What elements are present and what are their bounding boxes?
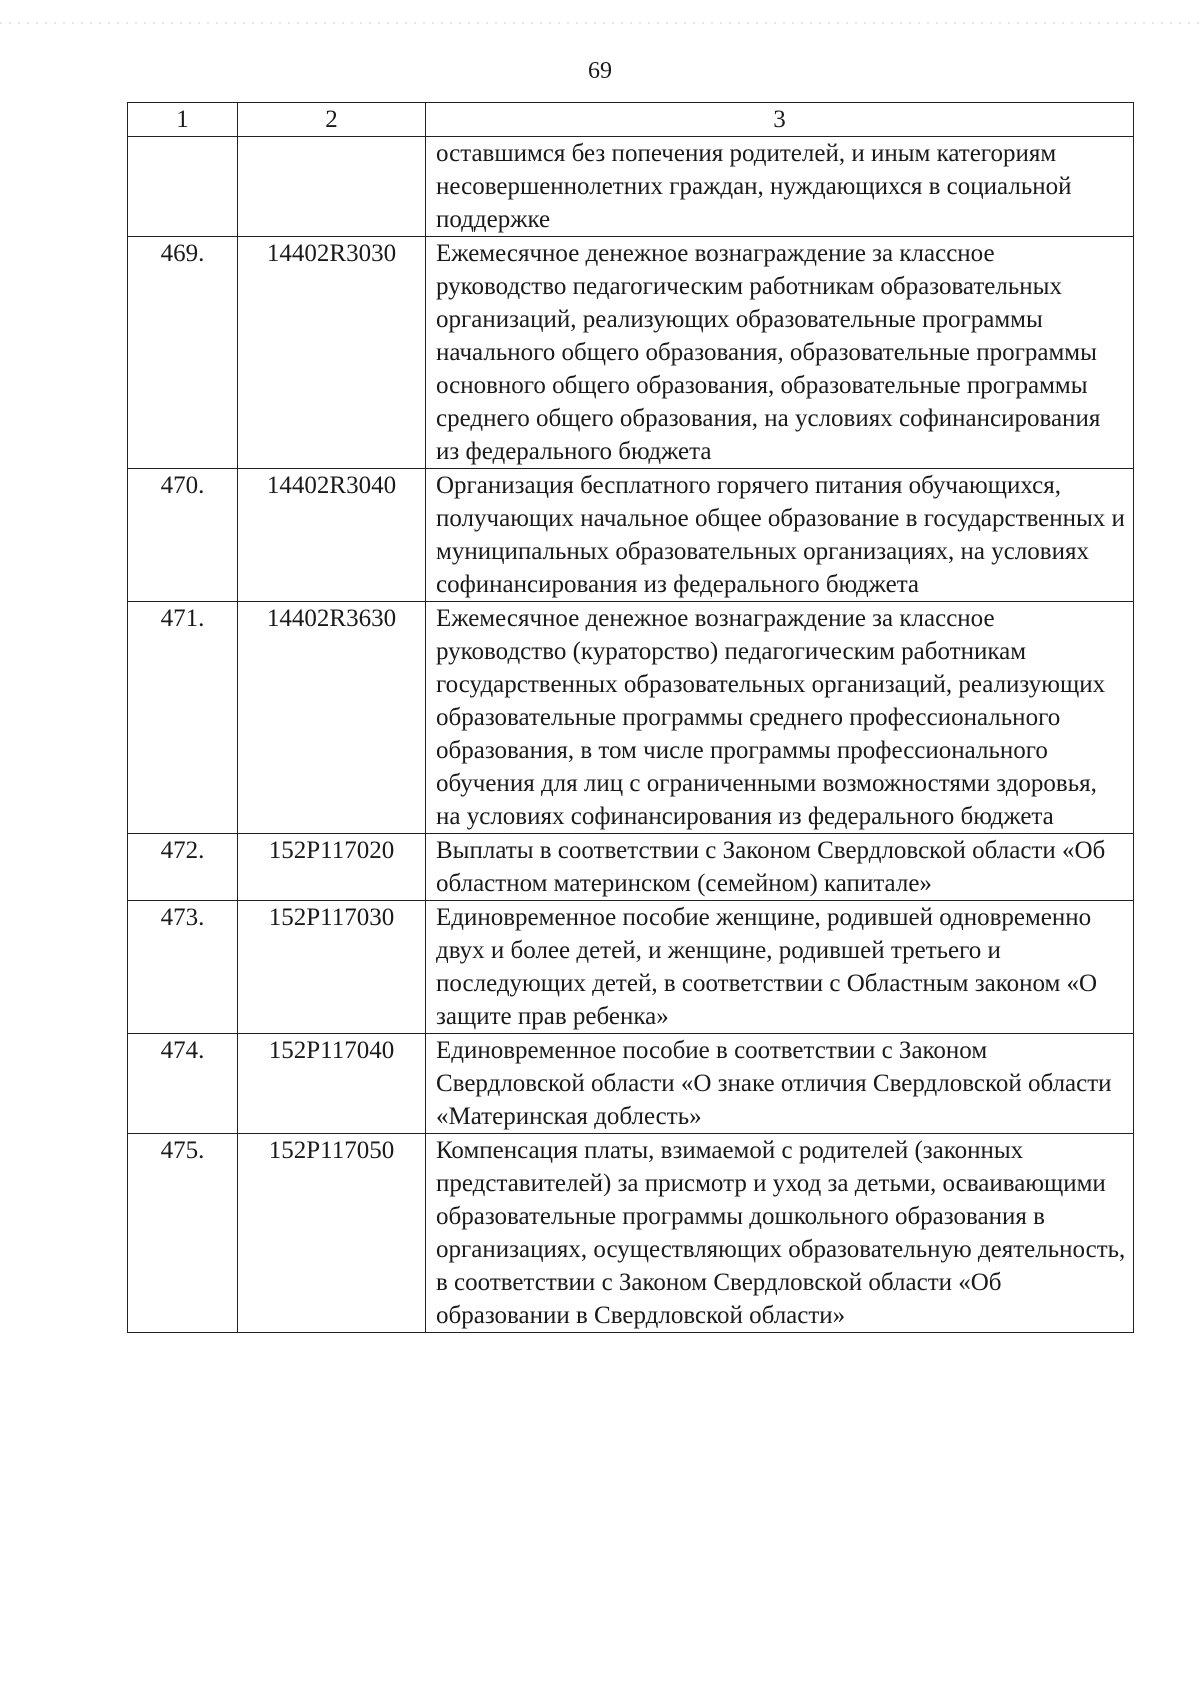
row-code: 14402R3630 (238, 602, 426, 834)
row-code (238, 137, 426, 237)
row-code: 152P117020 (238, 834, 426, 901)
column-header-2: 2 (238, 103, 426, 137)
row-description: Ежемесячное денежное вознаграждение за классное руководство педагогическим работникам образовательных организаций, реализующих образовательные программы начального общего образования, образовательные программы основного общего образования, образовательные программы среднего общего образования, на условиях софинансирования из федерального бюджета (426, 237, 1134, 469)
row-number: 473. (128, 901, 238, 1034)
column-header-1: 1 (128, 103, 238, 137)
table-row (128, 1134, 1134, 1333)
row-description: оставшимся без попечения родителей, и иным категориям несовершеннолетних граждан, нуждающихся в социальной поддержке (426, 137, 1134, 237)
row-description: Ежемесячное денежное вознаграждение за классное руководство (кураторство) педагогическим работникам государственных образовательных организаций, реализующих образовательные программы среднего профессионального образования, в том числе программы профессионального обучения для лиц с ограниченными возможностями здоровья, на условиях софинансирования из федерального бюджета (426, 602, 1134, 834)
row-description: Выплаты в соответствии с Законом Свердловской области «Об областном материнском (семейном) капитале» (426, 834, 1134, 901)
table-row (128, 237, 1134, 469)
table-header-row (128, 103, 1134, 137)
table-row (128, 901, 1134, 1034)
page-number: 69 (588, 58, 612, 84)
row-description: Компенсация платы, взимаемой с родителей (законных представителей) за присмотр и уход за детьми, осваивающими образовательные программы дошкольного образования в организациях, осуществляющих образовательную деятельность, в соответствии с Законом Свердловской области «Об образовании в Свердловской области» (426, 1134, 1134, 1333)
table-row (128, 602, 1134, 834)
row-description: Организация бесплатного горячего питания обучающихся, получающих начальное общее образование в государственных и муниципальных образовательных организациях, на условиях софинансирования из федерального бюджета (426, 469, 1134, 602)
row-description: Единовременное пособие женщине, родившей одновременно двух и более детей, и женщине, родившей третьего и последующих детей, в соответствии с Областным законом «О защите прав ребенка» (426, 901, 1134, 1034)
row-code: 14402R3030 (238, 237, 426, 469)
table-row (128, 1034, 1134, 1134)
row-number: 472. (128, 834, 238, 901)
row-number: 470. (128, 469, 238, 602)
row-number: 474. (128, 1034, 238, 1134)
column-header-3: 3 (426, 103, 1134, 137)
row-number: 471. (128, 602, 238, 834)
row-code: 152P117040 (238, 1034, 426, 1134)
row-code: 152P117030 (238, 901, 426, 1034)
row-number: 469. (128, 237, 238, 469)
row-number: 475. (128, 1134, 238, 1333)
table-row (128, 834, 1134, 901)
budget-classification-table (127, 102, 1134, 1333)
table-row (128, 137, 1134, 237)
row-code: 14402R3040 (238, 469, 426, 602)
row-description: Единовременное пособие в соответствии с Законом Свердловской области «О знаке отличия Свердловской области «Материнская доблесть» (426, 1034, 1134, 1134)
row-number (128, 137, 238, 237)
table-row (128, 469, 1134, 602)
row-code: 152P117050 (238, 1134, 426, 1333)
scan-artifact-line (0, 22, 1200, 24)
